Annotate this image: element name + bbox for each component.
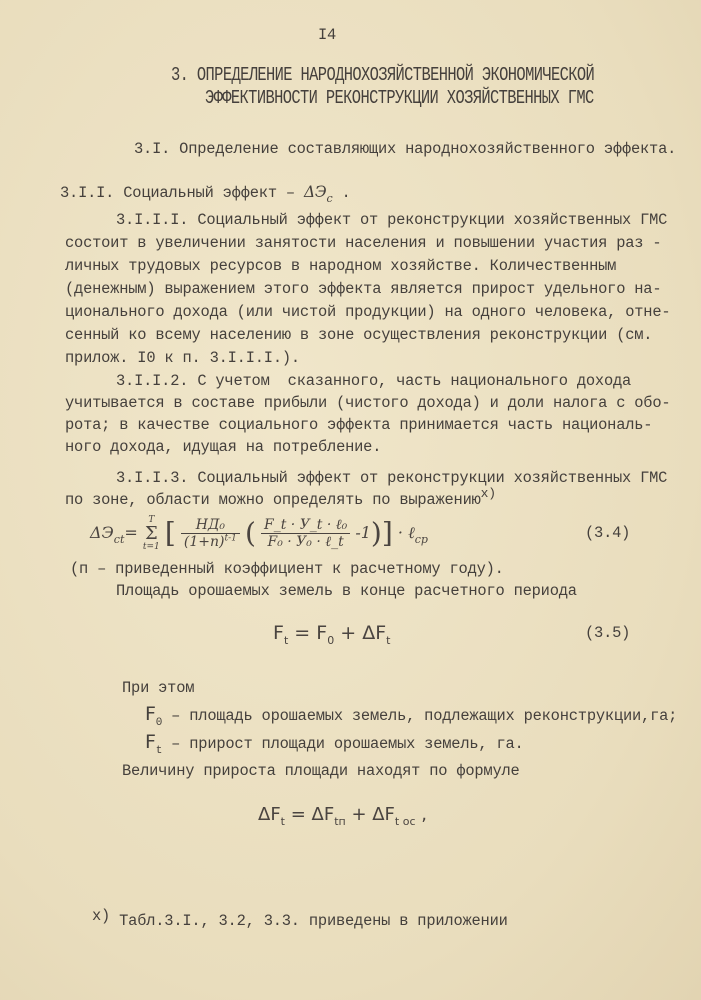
fraction-2 [261,517,350,550]
text-line: учитывается в составе прибыли (чистого дохода) и доли налога с обо- [65,394,671,412]
note-n: (п – приведенный коэффициент к расчетному году). [70,560,504,578]
plus: + ΔF [334,622,387,644]
sum-top: T [148,514,155,525]
text-line: рота; в качестве социального эффекта принимается часть националь- [65,416,653,434]
symbol-sub: 0 [155,717,163,729]
footnote-text: Табл.3.I., 3.2, 3.3. приведены в приложении [119,912,508,930]
numerator: F_t · У_t · ℓ₀ [261,517,350,534]
equals: = [124,523,138,542]
sub: t [280,815,285,828]
numerator: НД₀ [181,517,240,534]
plus: + ΔF [345,804,395,825]
left-bracket: [ [164,516,176,550]
text-line: 3.I.I.I. Социальный эффект от реконструкции хозяйственных ГМС [116,211,668,229]
equation-number-3-4: (3.4) [585,524,631,542]
symbol: F [145,731,156,753]
definition-ft [145,731,524,757]
symbol-sub: с [326,192,333,205]
mid: = F [288,622,328,644]
sub: t [283,634,289,647]
definition-text: – площадь орошаемых земель, подлежащих реконструкции,га; [162,707,678,725]
right-bracket: ] [381,516,393,550]
definition-f0 [145,703,678,729]
sub: tп [334,815,346,828]
eq: = ΔF [285,804,335,825]
minus-one: -1 [355,523,371,542]
left-paren: ( [244,516,256,550]
sub: 0 [327,634,335,647]
lhs-sub: ct [113,533,125,546]
sub: t [386,634,391,647]
pri-etom: При этом [122,679,195,697]
section-heading-3-1-1 [60,183,351,205]
text-line: состоит в увеличении занятости населения и повышении участия раз - [65,234,662,252]
fraction-1 [181,517,240,550]
text-line: сенный ко всему населению в зоне осуществления реконструкции (см. [65,326,653,344]
footnote-mark: x) [92,907,111,925]
footnote-mark: x) [480,486,496,501]
equation-number-3-5: (3.5) [585,624,631,642]
footnote [92,907,508,930]
section-heading-3-1: 3.I. Определение составляющих народнохозяйственного эффекта. [134,140,677,158]
text-line: (денежным) выражением этого эффекта является прирост удельного на- [65,280,662,298]
page-number: I4 [318,26,337,44]
heading-label: 3.I.I. Социальный эффект – [60,184,304,202]
sub: t ос [394,815,416,828]
increment-intro: Величину прироста площади находят по формуле [122,762,520,780]
text-line: ного дохода, идущая на потребление. [65,438,382,456]
symbol-sub: t [155,745,163,757]
sum-bottom: t=1 [142,541,160,552]
area-intro: Площадь орошаемых земель в конце расчетного периода [116,582,577,600]
symbol: F [145,703,156,725]
text-line: личных трудовых ресурсов в народном хозяйстве. Количественным [65,257,617,275]
formula-3-5 [273,622,391,647]
lhs: ΔЭ [90,523,114,542]
denominator: F₀ · У₀ · ℓ_t [267,534,344,550]
formula-delta-f [258,804,427,826]
tail: · ℓ [397,523,415,542]
text-line: 3.I.I.2. С учетом сказанного, часть национального дохода [116,372,632,390]
text-line: 3.I.I.3. Социальный эффект от реконструкции хозяйственных ГМС [116,469,668,487]
chapter-title-line-1: 3. ОПРЕДЕЛЕНИЕ НАРОДНОХОЗЯЙСТВЕННОЙ ЭКОНОМИЧЕСКОЙ [171,63,595,87]
right-paren: ) [370,516,382,550]
chapter-title-line-2: ЭФФЕКТИВНОСТИ РЕКОНСТРУКЦИИ ХОЗЯЙСТВЕННЫХ ГМС [205,86,594,110]
text: по зоне, области можно определять по выражению [65,491,481,509]
text-line: прилож. I0 к п. 3.I.I.I.). [65,349,300,367]
den-text: (1+п) [183,534,225,550]
text-line: ционального дохода (или чистой продукции) на одного человека, отне- [65,303,671,321]
denominator [181,534,240,550]
tail: , [415,804,427,825]
tail-sub: ср [414,533,428,546]
heading-tail: . [332,184,351,202]
formula-3-4 [90,514,428,552]
definition-text: – прирост площади орошаемых земель, га. [162,735,524,753]
den-sup: t-1 [224,533,237,544]
text-line [65,486,496,509]
a: ΔF [258,804,281,825]
sum-sign: Σ [144,522,158,544]
sum-operator [143,516,160,552]
f: F [273,622,284,644]
symbol: ΔЭ [303,183,327,201]
delta-e-symbol [303,183,333,205]
